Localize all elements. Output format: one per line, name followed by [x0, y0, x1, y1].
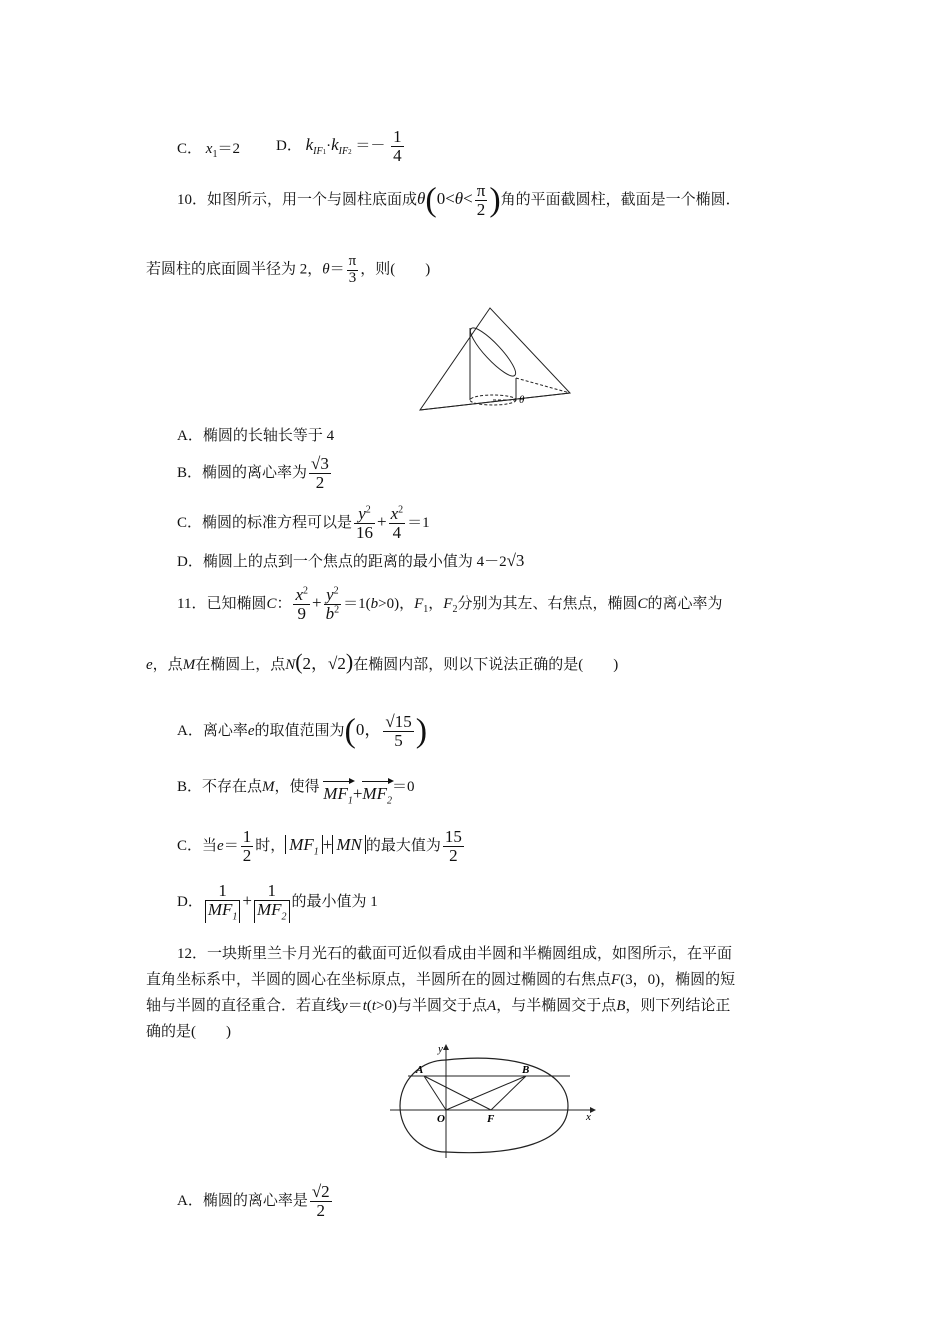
fraction: $\frac{1}{4}$ — [393, 127, 402, 165]
svg-text:F: F — [487, 1113, 495, 1125]
fraction: $\frac{\pi}{3}$ — [348, 253, 357, 286]
q12-stem-line3: 轴与半圆的直径重合．若直线y＝t(t>0)与半圆交于点A，与半椭圆交于点B，则下列结论正 — [146, 998, 731, 1014]
q10-option-b: B．椭圆的离心率为 $\frac{√3}{2}$ — [177, 454, 329, 492]
fraction: $\frac{√3}{2}$ — [311, 454, 329, 492]
q11-option-c: C．当e＝ $\frac{1}{2}$ 时， $MF_1$ + MN 的最大值为 $\frac{15}{2}$ — [177, 827, 462, 865]
svg-text:O: O — [437, 1113, 445, 1125]
cylinder-figure — [418, 306, 578, 412]
svg-text:x: x — [586, 1111, 591, 1123]
fraction: $\frac{1}{2}$ — [242, 827, 252, 865]
theta-label: θ — [519, 394, 525, 406]
q12-stem-line1: 12．一块斯里兰卡月光石的截面可近似看成由半圆和半椭圆组成，如图所示，在平面 — [177, 946, 733, 962]
fraction: $\frac{√2}{2}$ — [311, 1182, 330, 1220]
vector-mf2: $MF_2$ — [362, 784, 392, 811]
fraction: $\frac{1}{MF_1}$ — [205, 882, 241, 923]
fraction: $\frac{y^2}{b^2}$ — [325, 585, 340, 623]
q10-option-d: D．椭圆上的点到一个焦点的距离的最小值为 4－2√3 — [177, 551, 525, 570]
svg-text:y: y — [438, 1043, 443, 1055]
q9-option-d: D． $k_{IF1}\cdot k_{IF2}$ ＝－ $\frac{1}{4}$ — [276, 127, 402, 165]
fraction: $\frac{1}{MF_2}$ — [254, 882, 290, 923]
q12-stem-line2: 直角坐标系中，半圆的圆心在坐标原点，半圆所在的圆过椭圆的右焦点F(3，0)，椭圆的短 — [146, 972, 736, 988]
fraction: $\frac{x^2}{9}$ — [295, 585, 309, 623]
q9-option-c: C． $x_1=2$ — [177, 141, 240, 160]
vector-mf1: $MF_1$ — [323, 784, 353, 811]
q11-option-a: A．离心率e的取值范围为(0， $\frac{√15}{5}$ ) — [177, 712, 428, 750]
q10-stem-line2: 若圆柱的底面圆半径为 2，θ＝ $\frac{\pi}{3}$ ，则( ) — [146, 253, 431, 286]
q11-option-b: B．不存在点M，使得 $MF_1+MF_2=0$ — [177, 776, 414, 803]
q12-stem-line4: 确的是( ) — [146, 1024, 231, 1040]
q11-option-d: D． $\frac{1}{MF_1}$ + $\frac{1}{MF_2}$ 的最小值为 1 — [177, 881, 378, 923]
half-ellipse — [446, 1058, 568, 1153]
q11-stem-line1: 11．已知椭圆C： $\frac{x^2}{9}$ + $\frac{y^2}{b^2}$ ＝1(b>0)，$F_1$，$F_2$分别为其左、右焦点，椭圆C的离心率为 — [177, 585, 723, 623]
fraction: $\frac{15}{2}$ — [444, 827, 462, 865]
q10-stem-line1: 10．如图所示，用一个与圆柱底面成θ(0<θ< $\frac{\pi}{2}$ )角的平面截圆柱，截面是一个椭圆． — [177, 181, 741, 219]
q10-option-a: A．椭圆的长轴长等于 4 — [177, 428, 335, 444]
moonstone-figure — [386, 1042, 606, 1162]
fraction: $\frac{x^2}{4}$ — [390, 504, 404, 542]
svg-text:B: B — [522, 1064, 530, 1076]
fraction: $\frac{√15}{5}$ — [385, 712, 412, 750]
cutting-plane — [420, 308, 570, 410]
q11-stem-line2: e，点M在椭圆上，点N(2，√2)在椭圆内部，则以下说法正确的是( ) — [146, 649, 619, 674]
q12-option-a: A．椭圆的离心率是 $\frac{√2}{2}$ — [177, 1182, 330, 1220]
svg-text:A: A — [416, 1064, 424, 1076]
fraction: $\frac{y^2}{16}$ — [356, 504, 374, 542]
fraction: $\frac{\pi}{2}$ — [476, 181, 486, 219]
q10-option-c: C．椭圆的标准方程可以是 $\frac{y^2}{16}$ + $\frac{x^2}{4}$ ＝1 — [177, 504, 430, 542]
